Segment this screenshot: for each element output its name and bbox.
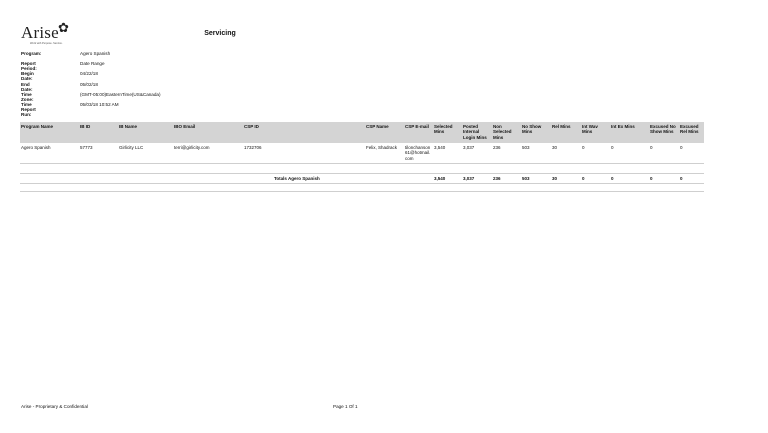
meta-value: (GMT-05:00)EasternTime(US&Canada) — [80, 91, 161, 97]
col-non-selected-mins: Non Selected Mins — [493, 124, 512, 140]
total-non-selected-mins: 236 — [493, 176, 501, 181]
col-program-name: Program Name — [21, 124, 54, 129]
col-ibo-email: IBO Email — [174, 124, 196, 129]
col-ib-name: IB Name — [119, 124, 138, 129]
cell-program-name: Agero Spanish — [21, 145, 51, 150]
meta-value: Date Range — [80, 61, 105, 67]
col-posted-internal-login-mins: Posted Internal Login Mins — [463, 124, 487, 140]
report-title: Servicing — [204, 30, 236, 37]
totals-label: Totals Agero Spanish — [274, 176, 320, 181]
cell-excused-rel-mins: 0 — [680, 145, 683, 150]
total-posted-internal-login-mins: 3,037 — [463, 176, 475, 181]
meta-value: 05/02/18 — [80, 81, 98, 87]
total-selected-mins: 3,540 — [434, 176, 446, 181]
meta-label: Time Report Run: — [21, 101, 36, 117]
cell-ib-id: 57773 — [80, 145, 93, 150]
meta-label: Time Zone: — [21, 91, 34, 102]
meta-label: Report Period: — [21, 61, 37, 72]
col-int-ex-mins: Int Ex Mins — [611, 124, 635, 129]
total-int-wav-mins: 0 — [582, 176, 585, 181]
col-excused-rel-mins: Excused Rel Mins — [680, 124, 699, 135]
meta-value: 04/22/18 — [80, 71, 98, 77]
meta-value: 05/03/18 10:52 AM — [80, 101, 119, 107]
cell-ib-name: Girlicity LLC — [119, 145, 144, 150]
cell-posted-internal-login-mins: 3,037 — [463, 145, 475, 150]
col-rel-mins: Rel Mins — [552, 124, 571, 129]
cell-rel-mins: 30 — [552, 145, 558, 150]
meta-label: Begin Date: — [21, 71, 34, 82]
total-int-ex-mins: 0 — [611, 176, 614, 181]
cell-csp-email: tilonchanson61@hotmail.com — [405, 145, 431, 161]
total-excused-rel-mins: 0 — [680, 176, 683, 181]
total-no-show-mins: 503 — [522, 176, 530, 181]
col-selected-mins: Selected Mins — [434, 124, 453, 135]
table-bottom-divider — [20, 184, 704, 192]
col-ib-id: IB ID — [80, 124, 91, 129]
cell-no-show-mins: 503 — [522, 145, 530, 150]
servicing-table — [20, 122, 704, 192]
totals-row — [20, 174, 704, 184]
table-row — [20, 143, 704, 164]
cell-int-ex-mins: 0 — [611, 145, 614, 150]
meta-label: End Date: — [21, 81, 33, 92]
col-csp-id: CSP ID — [244, 124, 259, 129]
cell-int-wav-mins: 0 — [582, 145, 585, 150]
col-int-wav-mins: Int Wav Mins — [582, 124, 598, 135]
logo-text: Arise — [21, 23, 59, 42]
footer-confidential: Arise - Proprietary & Confidential — [21, 404, 88, 409]
total-rel-mins: 30 — [552, 176, 558, 181]
meta-value: Agero Spanish — [80, 51, 111, 56]
col-csp-email: CSP E-mail — [405, 124, 429, 129]
logo-tagline: Work with Purpose. Service. — [30, 42, 63, 45]
logo-star-icon: ✿ — [58, 20, 69, 35]
total-excused-no-show-mins: 0 — [650, 176, 653, 181]
cell-ibo-email: terri@girlicity.com — [174, 145, 210, 150]
footer-page-number: Page 1 Of 1 — [333, 404, 358, 409]
col-excused-no-show-mins: Excused No Show Mins — [650, 124, 676, 135]
meta-label: Program: — [21, 51, 42, 56]
col-csp-name: CSP Name — [366, 124, 389, 129]
cell-excused-no-show-mins: 0 — [650, 145, 653, 150]
arise-logo — [21, 21, 81, 47]
cell-csp-id: 1732706 — [244, 145, 262, 150]
table-divider — [20, 164, 704, 174]
cell-csp-name: Felix, Shadrack — [366, 145, 398, 150]
col-no-show-mins: No Show Mins — [522, 124, 542, 135]
cell-selected-mins: 3,540 — [434, 145, 446, 150]
cell-non-selected-mins: 236 — [493, 145, 501, 150]
table-header-row — [20, 122, 704, 143]
